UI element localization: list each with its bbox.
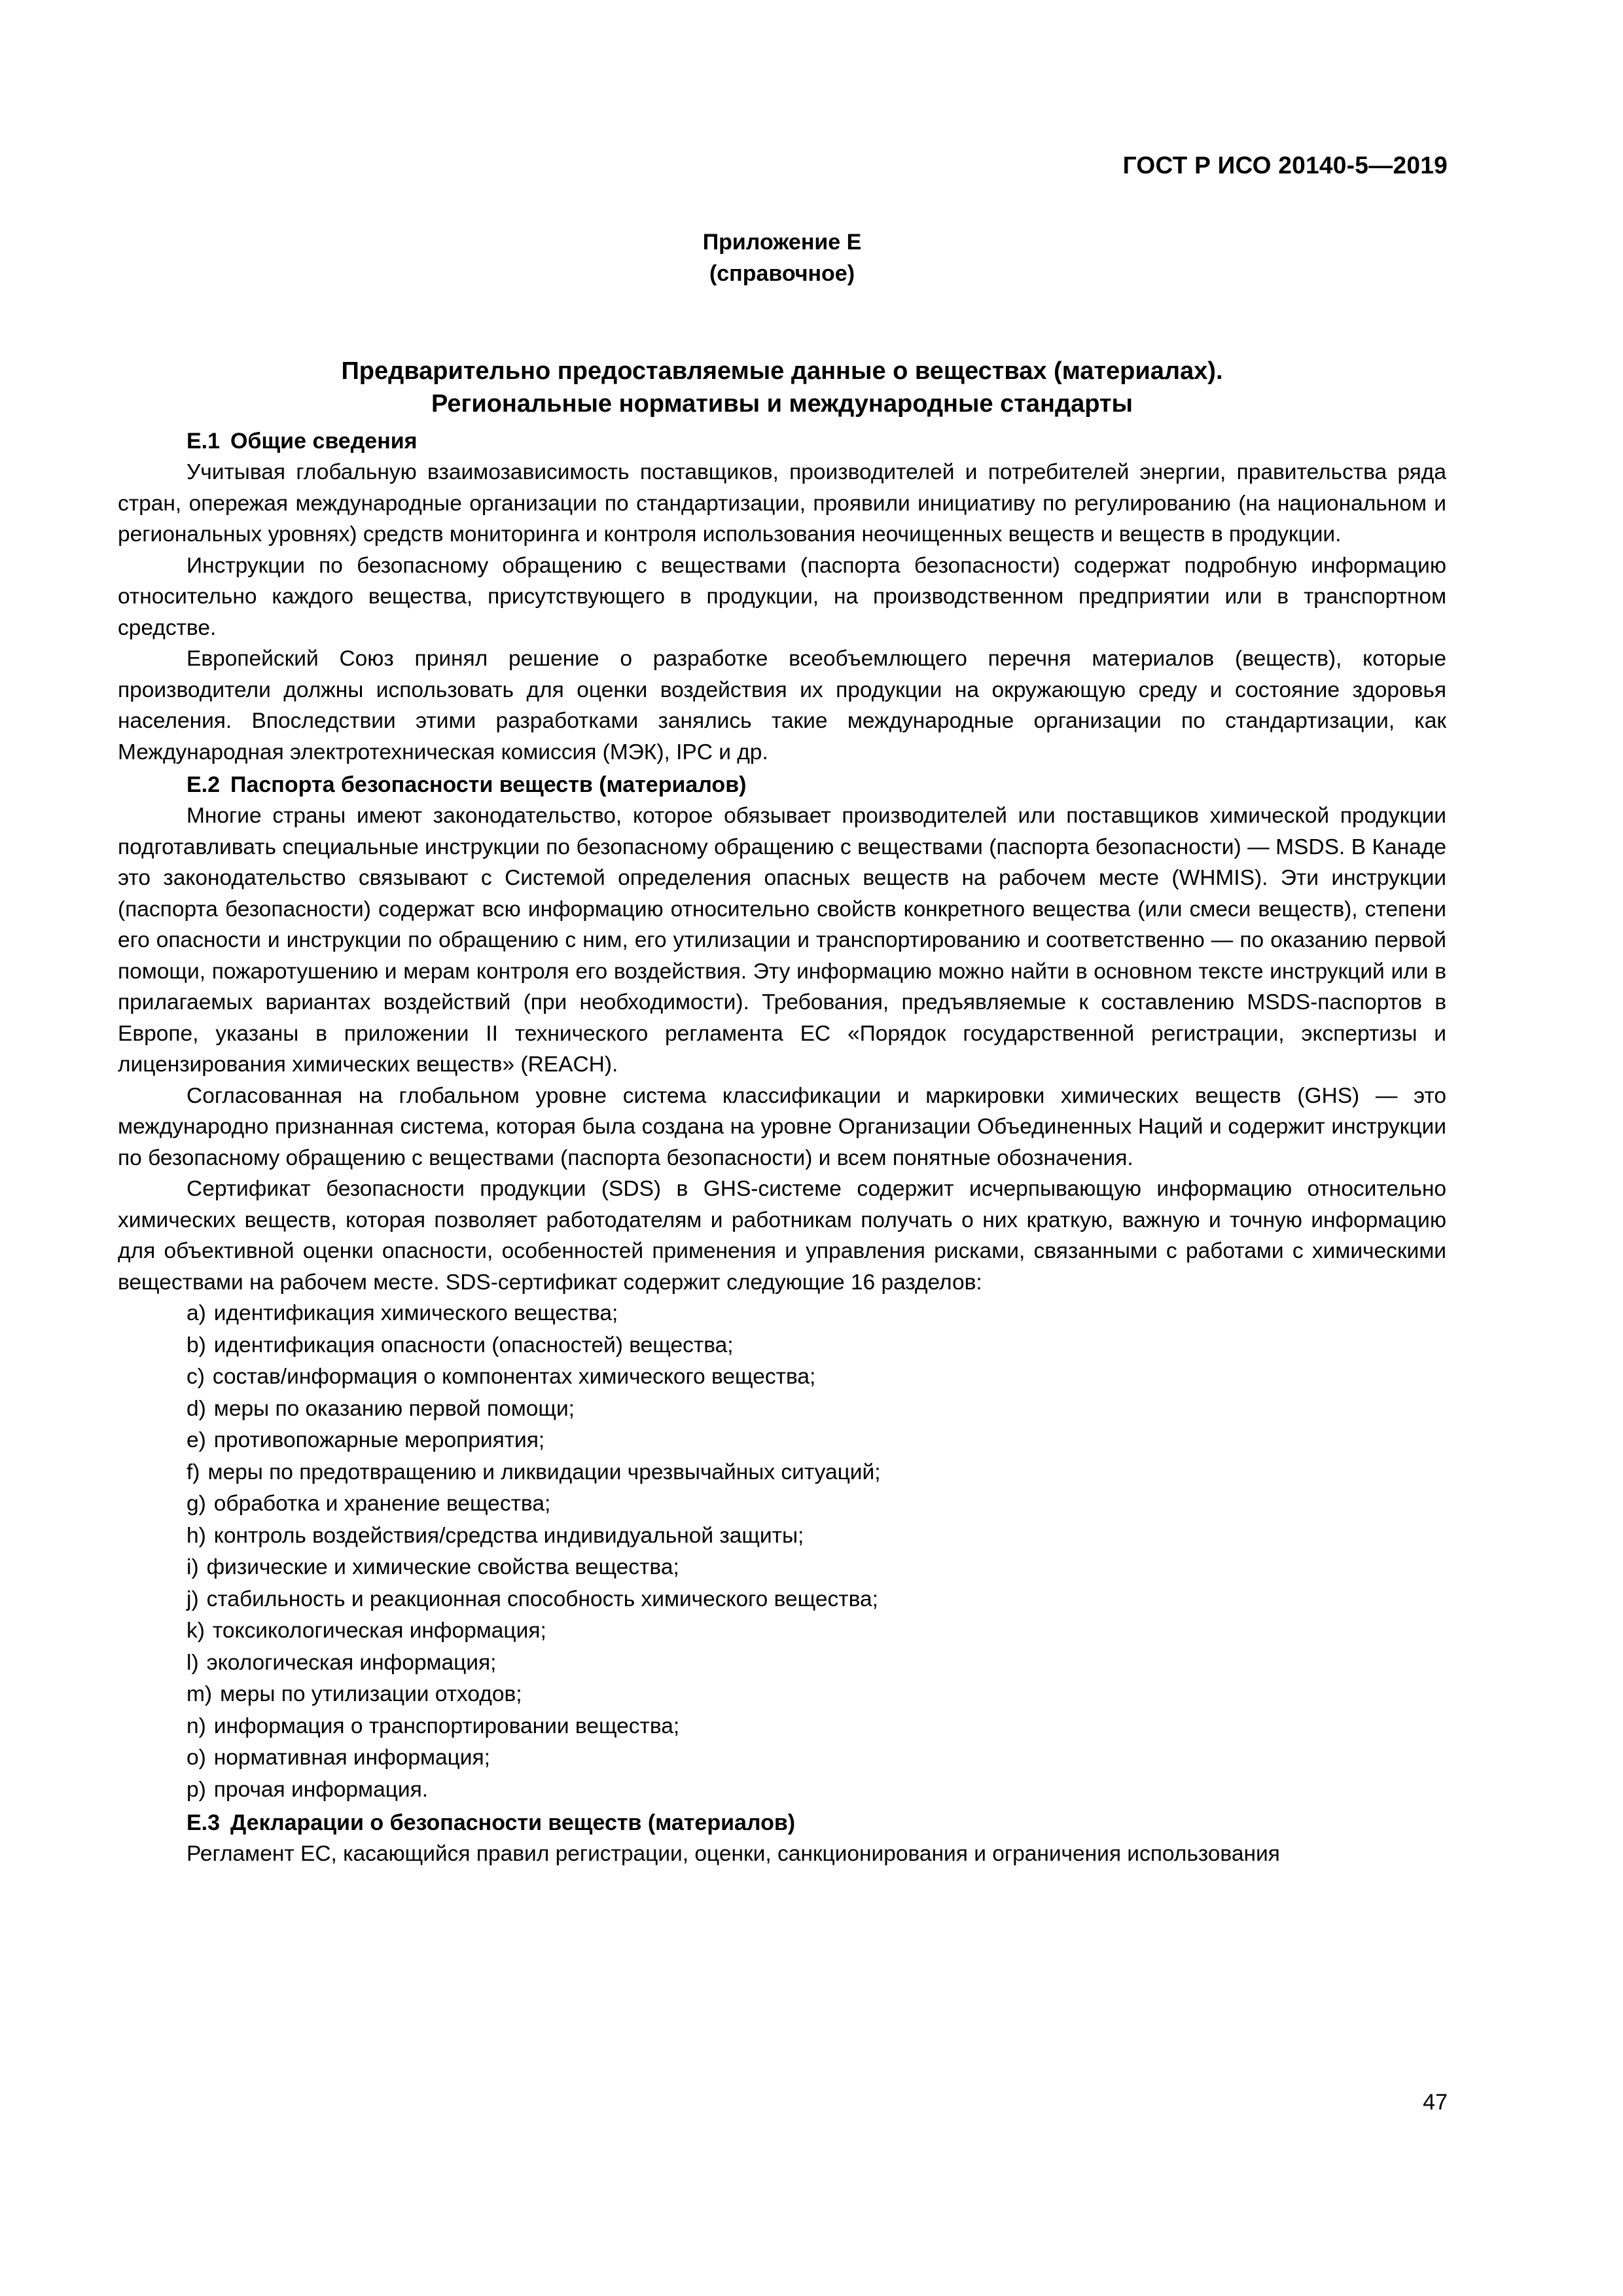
section-heading-e3 <box>118 1807 1446 1839</box>
list-item-letter: a) <box>187 1301 206 1325</box>
page-content <box>118 226 1446 1870</box>
list-item-text: идентификация опасности (опасностей) вещества; <box>213 1333 734 1357</box>
list-item <box>187 1361 1446 1393</box>
appendix-type: (справочное) <box>709 261 855 286</box>
list-item-letter: f) <box>187 1460 200 1484</box>
list-item-letter: l) <box>187 1650 199 1675</box>
paragraph: Сертификат безопасности продукции (SDS) в GHS-системе содержит исчерпывающую информацию относительно химических веществ, которая позволяет работодателям и работникам получать о них краткую, важную и точную информацию для объективной оценки опасности, особенностей применения и управления рисками, связанными с работами с химическими веществами на рабочем месте. SDS-сертификат содержит следующие 16 разделов: <box>118 1177 1446 1295</box>
list-item-letter: e) <box>187 1428 206 1452</box>
list-item-letter: h) <box>187 1523 206 1548</box>
list-item-letter: b) <box>187 1333 206 1357</box>
list-item-letter: m) <box>187 1682 213 1706</box>
paragraph: Европейский Союз принял решение о разработке всеобъемлющего перечня материалов (веществ), которые производители должны использовать для оценки воздействия их продукции на окружающую среду и состояние здоровья населения. Впоследствии этими разработками занялись такие международные организации по стандартизации, как Международная электротехническая комиссия (МЭК), IPC и др. <box>118 647 1446 764</box>
list-item-letter: o) <box>187 1746 206 1770</box>
list-item-text: токсикологическая информация; <box>212 1619 546 1643</box>
section-number: Е.1 <box>187 429 221 454</box>
section-title: Паспорта безопасности веществ (материалов) <box>230 772 747 797</box>
list-item <box>187 1457 1446 1489</box>
paragraph: Многие страны имеют законодательство, которое обязывает производителей или поставщиков химической продукции подготавливать специальные инструкции по безопасному обращению с веществами (паспорта безопасности) — MSDS. В Канаде это законодательство связывают с Системой определения опасных веществ на рабочем месте (WHMIS). Эти инструкции (паспорта безопасности) содержат всю информацию относительно свойств конкретного вещества (или смеси веществ), степени его опасности и инструкции по обращению с ним, его утилизации и транспортированию и соответственно — по оказанию первой помощи, пожаротушению и мерам контроля его воздействия. Эту информацию можно найти в основном тексте инструкций или в прилагаемых вариантах воздействий (при необходимости). Требования, предъявляемые к составлению MSDS-паспортов в Европе, указаны в приложении II технического регламента ЕС «Порядок государственной регистрации, экспертизы и лицензирования химических веществ» (REACH). <box>118 804 1446 1077</box>
list-item-text: нормативная информация; <box>213 1746 490 1770</box>
appendix-label: Приложение Е <box>702 230 862 255</box>
section-number: Е.2 <box>187 772 221 797</box>
list-item <box>187 1711 1446 1743</box>
annex-title <box>118 355 1446 420</box>
list-item <box>187 1552 1446 1584</box>
list-item-text: меры по утилизации отходов; <box>220 1682 522 1706</box>
list-item-text: физические и химические свойства вещества; <box>206 1555 679 1579</box>
list-item-text: меры по предотвращению и ликвидации чрезвычайных ситуаций; <box>207 1460 881 1484</box>
sds-sections-list <box>118 1298 1446 1806</box>
section-heading-e2 <box>118 769 1446 800</box>
section-number: Е.3 <box>187 1810 221 1835</box>
list-item-text: состав/информация о компонентах химического вещества; <box>212 1365 816 1389</box>
list-item <box>187 1330 1446 1362</box>
list-item-letter: j) <box>187 1587 199 1611</box>
list-item-letter: c) <box>187 1365 205 1389</box>
list-item-text: прочая информация. <box>213 1777 429 1802</box>
list-item <box>187 1742 1446 1774</box>
list-item <box>187 1425 1446 1457</box>
list-item-letter: n) <box>187 1713 206 1738</box>
annex-title-line-2: Региональные нормативы и международные стандарты <box>431 390 1133 418</box>
list-item-letter: k) <box>187 1619 205 1643</box>
list-item <box>187 1488 1446 1520</box>
list-item <box>187 1393 1446 1426</box>
document-code: ГОСТ Р ИСО 20140-5—2019 <box>1122 152 1448 179</box>
list-item-text: меры по оказанию первой помощи; <box>213 1396 575 1421</box>
list-item-letter: g) <box>187 1492 206 1516</box>
list-item <box>187 1647 1446 1679</box>
list-item <box>187 1615 1446 1647</box>
list-item <box>187 1298 1446 1330</box>
annex-title-line-1: Предварительно предоставляемые данные о веществах (материалах). <box>341 357 1223 385</box>
list-item-text: информация о транспортировании вещества; <box>213 1713 680 1738</box>
paragraph: Учитывая глобальную взаимозависимость поставщиков, производителей и потребителей энергии, правительства ряда стран, опережая международные организации по стандартизации, проявили инициативу по регулированию (на национальном и региональных уровнях) средств мониторинга и контроля использования неочищенных веществ и веществ в продукции. <box>118 460 1446 547</box>
list-item-text: стабильность и реакционная способность химического вещества; <box>206 1587 878 1611</box>
paragraph: Инструкции по безопасному обращению с веществами (паспорта безопасности) содержат подробную информацию относительно каждого вещества, присутствующего в продукции, на производственном предприятии или в транспортном средстве. <box>118 553 1446 640</box>
list-item <box>187 1679 1446 1711</box>
paragraph: Регламент ЕС, касающийся правил регистрации, оценки, санкционирования и ограничения использования <box>187 1842 1280 1866</box>
list-item <box>187 1520 1446 1552</box>
section-heading-e1 <box>118 425 1446 457</box>
list-item-text: идентификация химического вещества; <box>213 1301 618 1325</box>
list-item-text: контроль воздействия/средства индивидуальной защиты; <box>213 1523 804 1548</box>
list-item-letter: p) <box>187 1777 206 1802</box>
section-title: Декларации о безопасности веществ (материалов) <box>230 1810 796 1835</box>
paragraph: Согласованная на глобальном уровне система классификации и маркировки химических веществ (GHS) — это международно признанная система, которая была создана на уровне Организации Объединенных Наций и содержит инструкции по безопасному обращению с веществами (паспорта безопасности) и всем понятные обозначения. <box>118 1083 1446 1170</box>
list-item-letter: i) <box>187 1555 199 1579</box>
page-number: 47 <box>1423 2090 1448 2115</box>
list-item <box>187 1774 1446 1806</box>
list-item <box>187 1584 1446 1616</box>
list-item-text: обработка и хранение вещества; <box>213 1492 551 1516</box>
list-item-letter: d) <box>187 1396 206 1421</box>
list-item-text: экологическая информация; <box>206 1650 497 1675</box>
section-title: Общие сведения <box>230 429 418 454</box>
list-item-text: противопожарные мероприятия; <box>213 1428 545 1452</box>
